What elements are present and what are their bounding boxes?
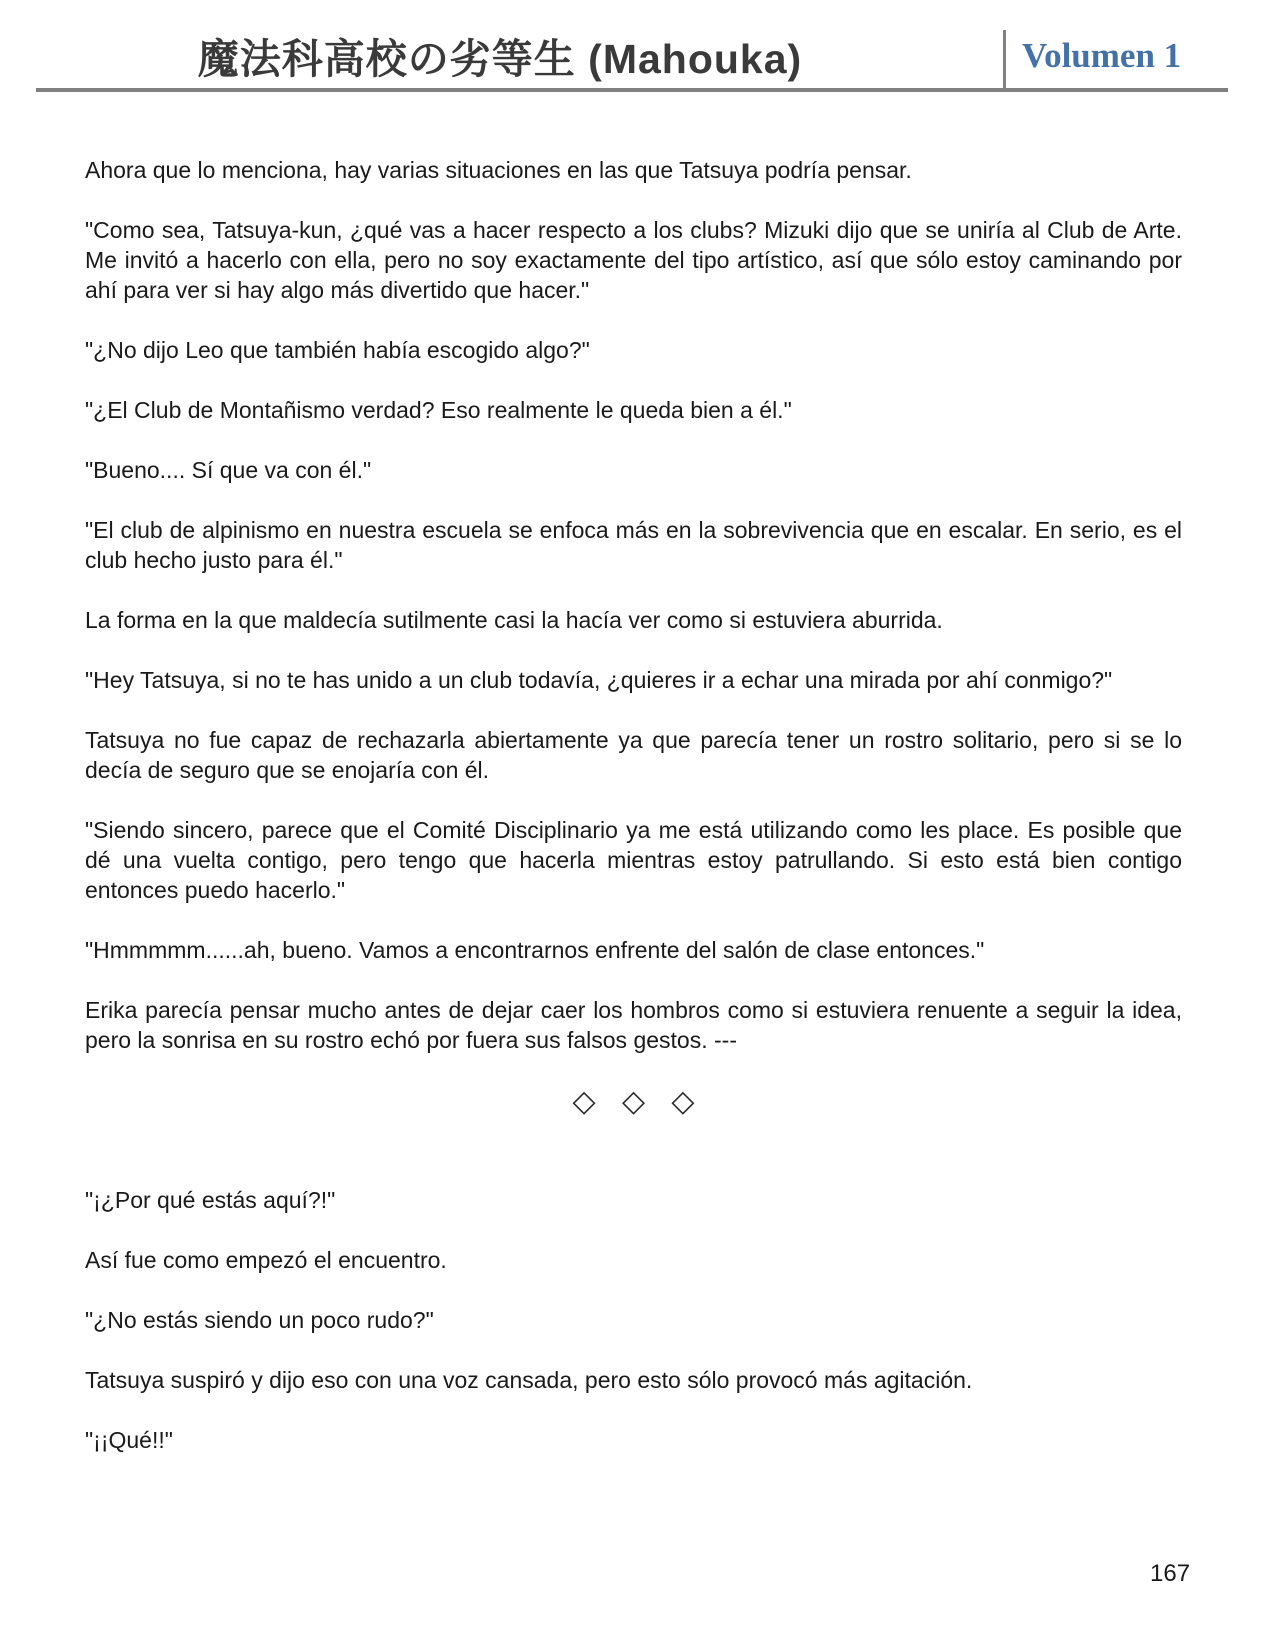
paragraph: "¡¿Por qué estás aquí?!" bbox=[85, 1187, 336, 1213]
paragraph: "El club de alpinismo en nuestra escuela se enfoca más en la sobrevivencia que en escalar. En serio, es el club hecho justo para él." bbox=[85, 517, 1182, 573]
paragraph: Tatsuya suspiró y dijo eso con una voz cansada, pero esto sólo provocó más agitación. bbox=[85, 1367, 973, 1393]
paragraph: "Hmmmmm......ah, bueno. Vamos a encontrarnos enfrente del salón de clase entonces." bbox=[85, 937, 985, 963]
body-text bbox=[85, 155, 1182, 1485]
page-number: 167 bbox=[1150, 1560, 1191, 1587]
paragraph: "¿No dijo Leo que también había escogido algo?" bbox=[85, 337, 590, 363]
paragraph: Así fue como empezó el encuentro. bbox=[85, 1247, 447, 1273]
scene-break-separator: ◇ ◇ ◇ bbox=[572, 1085, 695, 1118]
paragraph: Erika parecía pensar mucho antes de dejar caer los hombros como si estuviera renuente a seguir la idea, pero la sonrisa en su rostro echó por fuera sus falsos gestos. --- bbox=[85, 997, 1182, 1053]
paragraph: "Siendo sincero, parece que el Comité Disciplinario ya me está utilizando como les place. Es posible que dé una vuelta contigo, pero tengo que hacerla mientras estoy patrullando. Si esto está bien contigo entonces puedo hacerlo." bbox=[85, 817, 1182, 903]
paragraph: "¿El Club de Montañismo verdad? Eso realmente le queda bien a él." bbox=[85, 397, 792, 423]
paragraph: La forma en la que maldecía sutilmente casi la hacía ver como si estuviera aburrida. bbox=[85, 607, 943, 633]
volume-label: Volumen 1 bbox=[1022, 36, 1182, 75]
paragraph: Ahora que lo menciona, hay varias situaciones en las que Tatsuya podría pensar. bbox=[85, 157, 912, 183]
header-rule bbox=[36, 88, 1228, 92]
paragraph: "Hey Tatsuya, si no te has unido a un club todavía, ¿quieres ir a echar una mirada por ahí conmigo?" bbox=[85, 667, 1113, 693]
paragraph: "Bueno.... Sí que va con él." bbox=[85, 457, 372, 483]
paragraph: "¡¡Qué!!" bbox=[85, 1427, 173, 1453]
document-title: 魔法科高校の劣等生 (Mahouka) bbox=[197, 36, 803, 82]
paragraph: "¿No estás siendo un poco rudo?" bbox=[85, 1307, 434, 1333]
text-section-2 bbox=[85, 1185, 1182, 1455]
header-vertical-divider bbox=[1003, 30, 1006, 90]
text-section-1 bbox=[85, 155, 1182, 1055]
paragraph: Tatsuya no fue capaz de rechazarla abiertamente ya que parecía tener un rostro solitario, pero si se lo decía de seguro que se enojaría con él. bbox=[85, 727, 1182, 783]
paragraph: "Como sea, Tatsuya-kun, ¿qué vas a hacer respecto a los clubs? Mizuki dijo que se uniría al Club de Arte. Me invitó a hacerlo con ella, pero no soy exactamente del tipo artístico, así que sólo estoy caminando por ahí para ver si hay algo más divertido que hacer." bbox=[85, 217, 1182, 303]
